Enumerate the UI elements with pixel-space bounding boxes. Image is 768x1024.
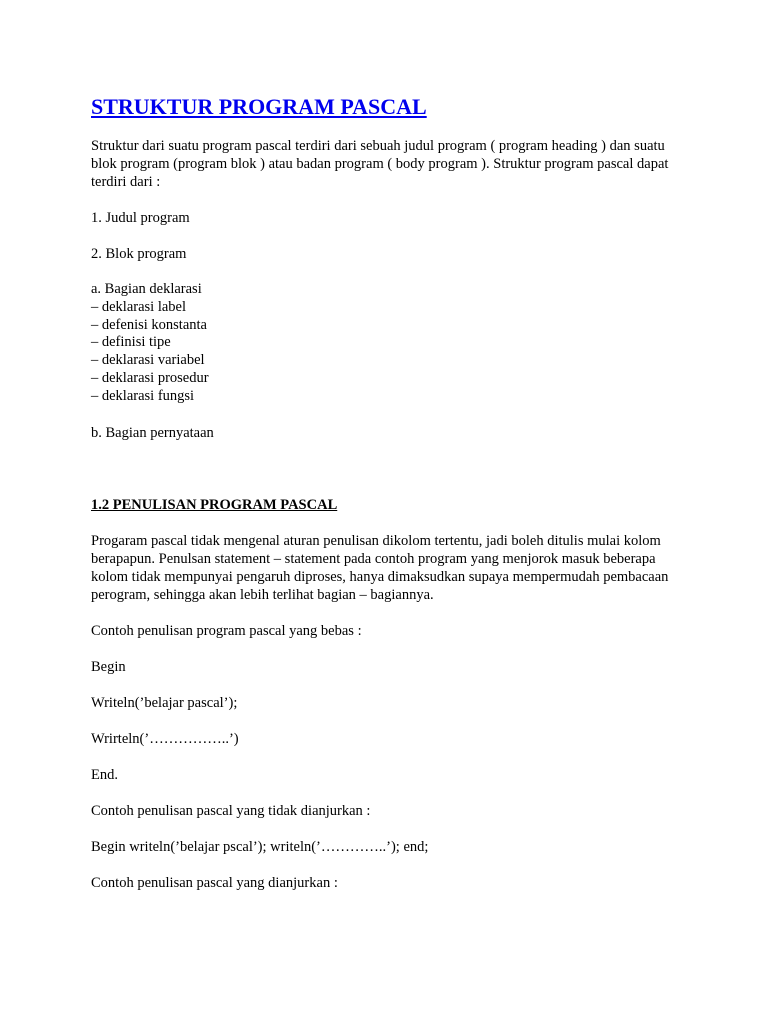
spacer	[91, 442, 691, 478]
deklarasi-block	[91, 281, 691, 406]
deklarasi-heading: a. Bagian deklarasi	[91, 281, 202, 297]
document-page	[91, 93, 691, 892]
list-item-judul: 1. Judul program	[91, 210, 190, 226]
spacer	[91, 784, 691, 802]
spacer	[91, 406, 691, 424]
example-free-label: Contoh penulisan program pascal yang bebas :	[91, 622, 362, 639]
spacer	[91, 748, 691, 766]
spacer	[91, 191, 691, 209]
code-line: End.	[91, 766, 118, 783]
example-bad-label: Contoh penulisan pascal yang tidak dianjurkan :	[91, 802, 371, 819]
spacer	[91, 856, 691, 874]
deklarasi-item: – deklarasi label	[91, 298, 187, 315]
deklarasi-item: – defenisi konstanta	[91, 316, 207, 333]
intro-paragraph: Struktur dari suatu program pascal terdiri dari sebuah judul program ( program heading ) dan suatu blok program (program blok ) atau badan program ( body program ). Struktur program pascal dapat terdiri dari :	[91, 138, 669, 190]
code-line: Writeln(’belajar pascal’);	[91, 694, 238, 711]
spacer	[91, 820, 691, 838]
spacer	[91, 227, 691, 245]
deklarasi-item: – deklarasi prosedur	[91, 369, 209, 386]
spacer	[91, 514, 691, 532]
deklarasi-item: – deklarasi fungsi	[91, 387, 195, 404]
list-item-blok: 2. Blok program	[91, 246, 187, 262]
section2-heading: 1.2 PENULISAN PROGRAM PASCAL	[91, 496, 338, 513]
document-title-link[interactable]: STRUKTUR PROGRAM PASCAL	[91, 94, 427, 119]
example-good-label: Contoh penulisan pascal yang dianjurkan :	[91, 874, 338, 891]
spacer	[91, 676, 691, 694]
code-line: Begin	[91, 658, 126, 675]
section2-paragraph: Progaram pascal tidak mengenal aturan penulisan dikolom tertentu, jadi boleh ditulis mulai kolom berapapun. Penulsan statement – statement pada contoh program yang menjorok masuk beberapa kolom tidak mempunyai pengaruh diproses, hanya dimaksudkan supaya mempermudah pembacaan perogram, sehingga akan lebih terlihat bagian – bagiannya.	[91, 532, 669, 603]
spacer	[91, 263, 691, 281]
pernyataan-item: b. Bagian pernyataan	[91, 424, 214, 441]
example-bad-code: Begin writeln(’belajar pscal’); writeln(’…………..’); end;	[91, 838, 429, 855]
code-line: Wrirteln(’……………..’)	[91, 730, 239, 747]
spacer	[91, 604, 691, 622]
spacer	[91, 640, 691, 658]
deklarasi-item: – definisi tipe	[91, 334, 171, 351]
deklarasi-item: – deklarasi variabel	[91, 352, 205, 369]
spacer	[91, 478, 691, 496]
spacer	[91, 712, 691, 730]
